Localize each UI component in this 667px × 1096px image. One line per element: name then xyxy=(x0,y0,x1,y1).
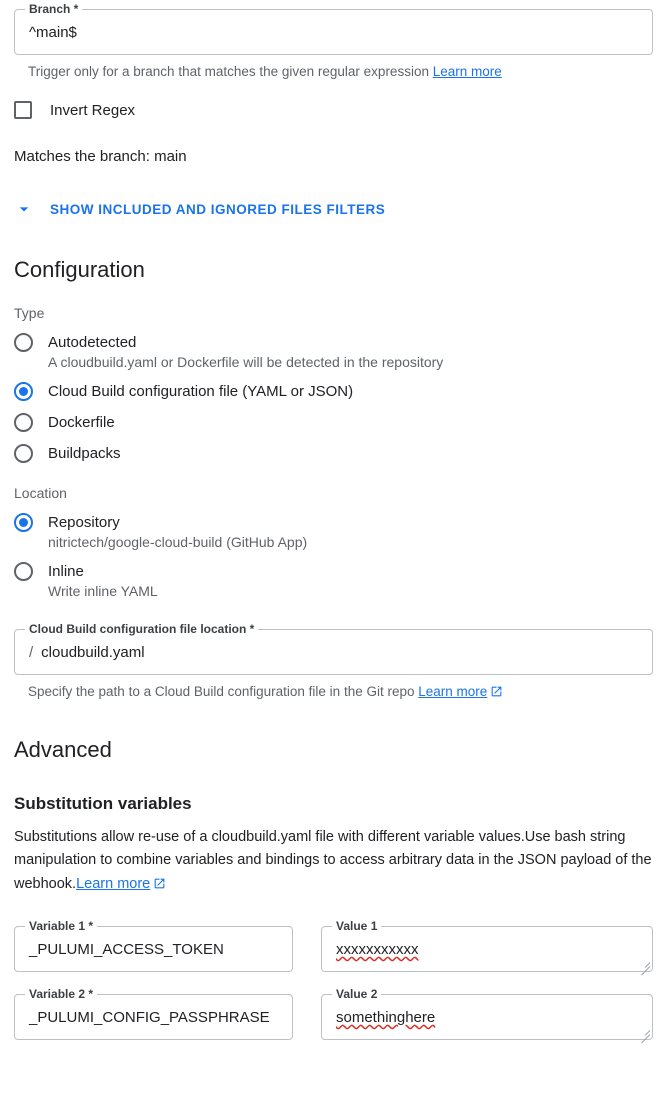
invert-regex-row[interactable] xyxy=(14,101,653,119)
variable-1-value-text: xxxxxxxxxxx xyxy=(336,940,419,958)
radio-autodetected-line[interactable] xyxy=(14,333,653,352)
type-group-label: Type xyxy=(14,305,45,321)
radio-dockerfile-line[interactable] xyxy=(14,413,653,432)
radio-buildpacks-label: Buildpacks xyxy=(48,445,121,462)
radio-repository-label: Repository xyxy=(48,514,120,531)
radio-inline-control[interactable] xyxy=(14,562,33,581)
branch-helper-text xyxy=(28,64,653,79)
external-link-icon xyxy=(490,685,503,698)
variable-1-value-field[interactable] xyxy=(321,919,653,972)
config-file-location-helper xyxy=(28,684,653,699)
radio-inline-label: Inline xyxy=(48,563,84,580)
substitution-variables-grid xyxy=(14,919,653,1040)
radio-repository[interactable] xyxy=(14,513,653,550)
radio-dockerfile[interactable] xyxy=(14,413,653,432)
chevron-down-icon xyxy=(14,199,34,219)
branch-field-value: ^main$ xyxy=(29,23,77,41)
radio-autodetected-control[interactable] xyxy=(14,333,33,352)
radio-autodetected[interactable] xyxy=(14,333,653,370)
substitution-description-text: Substitutions allow re-use of a cloudbuild.yaml file with different variable values.Use bash string manipulation to combine variables and bindings to access arbitrary data in the JSON payload of the webhook. xyxy=(14,829,652,892)
substitution-variables-heading: Substitution variables xyxy=(14,794,192,813)
variable-2-name-field[interactable] xyxy=(14,987,293,1040)
radio-buildpacks[interactable] xyxy=(14,444,653,463)
files-filters-expander[interactable] xyxy=(14,199,653,219)
variable-2-value-legend: Value 2 xyxy=(332,987,381,1001)
invert-regex-checkbox[interactable] xyxy=(14,101,32,119)
radio-config-file-line[interactable] xyxy=(14,382,653,401)
radio-autodetected-label: Autodetected xyxy=(48,334,137,351)
variable-2-name-legend: Variable 2 * xyxy=(25,987,97,1001)
radio-dockerfile-label: Dockerfile xyxy=(48,414,115,431)
substitution-learn-more-link[interactable]: Learn more xyxy=(76,875,151,892)
radio-inline-sub: Write inline YAML xyxy=(48,583,158,599)
radio-repository-sub: nitrictech/google-cloud-build (GitHub App) xyxy=(48,534,308,550)
branch-match-status: Matches the branch: main xyxy=(14,148,187,165)
invert-regex-label: Invert Regex xyxy=(50,101,136,119)
radio-inline-line[interactable] xyxy=(14,562,653,581)
radio-repository-control[interactable] xyxy=(14,513,33,532)
branch-field-legend: Branch * xyxy=(25,2,82,16)
config-file-location-legend: Cloud Build configuration file location * xyxy=(25,622,258,636)
radio-buildpacks-line[interactable] xyxy=(14,444,653,463)
radio-dockerfile-control[interactable] xyxy=(14,413,33,432)
config-file-location-helper-label: Specify the path to a Cloud Build configuration file in the Git repo xyxy=(28,684,415,699)
radio-buildpacks-control[interactable] xyxy=(14,444,33,463)
advanced-heading: Advanced xyxy=(14,737,112,762)
radio-config-file-label: Cloud Build configuration file (YAML or JSON) xyxy=(48,383,354,400)
configuration-heading: Configuration xyxy=(14,257,145,282)
top-spacer xyxy=(14,0,653,9)
files-filters-expander-label: SHOW INCLUDED AND IGNORED FILES FILTERS xyxy=(50,201,386,217)
branch-field[interactable] xyxy=(14,2,653,55)
variable-2-value-field[interactable] xyxy=(321,987,653,1040)
radio-autodetected-sub: A cloudbuild.yaml or Dockerfile will be detected in the repository xyxy=(48,354,444,370)
variable-1-value-legend: Value 1 xyxy=(332,919,381,933)
radio-inline[interactable] xyxy=(14,562,653,599)
external-link-icon xyxy=(153,877,166,890)
variable-2-value-resize-handle[interactable] xyxy=(638,1025,650,1037)
variable-1-name-value: _PULUMI_ACCESS_TOKEN xyxy=(29,940,224,958)
variable-1-name-field[interactable] xyxy=(14,919,293,972)
variable-1-name-legend: Variable 1 * xyxy=(25,919,97,933)
variable-2-value-text: somethinghere xyxy=(336,1008,436,1026)
location-group-label: Location xyxy=(14,485,67,501)
radio-repository-line[interactable] xyxy=(14,513,653,532)
substitution-description xyxy=(14,826,653,896)
branch-helper-label: Trigger only for a branch that matches the given regular expression xyxy=(28,64,429,79)
radio-config-file-control[interactable] xyxy=(14,382,33,401)
config-file-location-learn-more-link[interactable]: Learn more xyxy=(418,684,488,699)
branch-learn-more-link[interactable]: Learn more xyxy=(432,64,502,79)
radio-config-file[interactable] xyxy=(14,382,653,401)
config-file-location-value: cloudbuild.yaml xyxy=(41,643,145,661)
config-file-location-field[interactable] xyxy=(14,622,653,675)
variable-1-value-resize-handle[interactable] xyxy=(638,957,650,969)
config-file-location-prefix: / xyxy=(29,643,34,661)
variable-2-name-value: _PULUMI_CONFIG_PASSPHRASE xyxy=(29,1008,270,1026)
